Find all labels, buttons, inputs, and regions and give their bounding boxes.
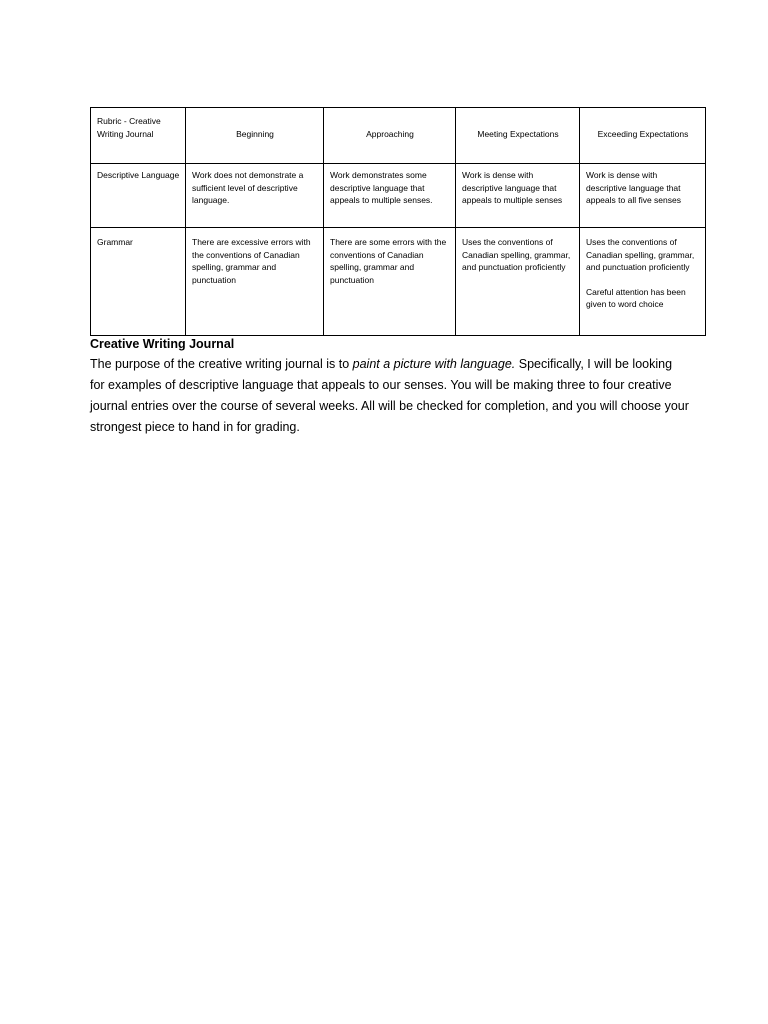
- rubric-cell-exceeding: [580, 228, 706, 336]
- rubric-cell-approaching: [324, 164, 456, 228]
- rubric-row-grammar: [91, 228, 706, 336]
- rubric-cell-approaching: [324, 228, 456, 336]
- level-header-approaching: Approaching: [324, 108, 456, 164]
- rubric-cell-meeting: [456, 228, 580, 336]
- rubric-header-row: [91, 108, 706, 164]
- cell-text: Work is dense with descriptive language that appeals to multiple senses: [462, 170, 563, 205]
- level-header-exceeding: Exceeding Expectations: [580, 108, 706, 164]
- rubric-cell-meeting: [456, 164, 580, 228]
- level-header-beginning: Beginning: [186, 108, 324, 164]
- level-header-meeting: Meeting Expectations: [456, 108, 580, 164]
- cell-text: Work does not demonstrate a sufficient level of descriptive language.: [192, 170, 304, 205]
- intro-emphasis: paint a picture with language.: [352, 357, 516, 371]
- cell-text: There are some errors with the conventions of Canadian spelling, grammar and punctuation: [330, 237, 447, 285]
- rubric-title-cell: Rubric - Creative Writing Journal: [91, 108, 186, 164]
- cell-text: There are excessive errors with the conventions of Canadian spelling, grammar and punctuation: [192, 237, 311, 285]
- rubric-cell-beginning: [186, 164, 324, 228]
- cell-text: Work is dense with descriptive language that appeals to all five senses: [586, 170, 681, 205]
- cell-text: Careful attention has been given to word choice: [586, 286, 686, 309]
- cell-text: Work demonstrates some descriptive language that appeals to multiple senses.: [330, 170, 433, 205]
- criterion-cell: Grammar: [91, 228, 186, 336]
- rubric-cell-exceeding: [580, 164, 706, 228]
- rubric-row-descriptive-language: [91, 164, 706, 228]
- section-heading: Creative Writing Journal: [90, 337, 235, 351]
- cell-text: Uses the conventions of Canadian spelling, grammar, and punctuation proficiently: [586, 237, 695, 272]
- intro-text-end: Specifically, I will be looking for examples of descriptive language that appeals to our senses. You will be making three to four creative journal entries over the course of several weeks. All will be checked for completion, and you will choose your strongest piece to hand in for grading.: [90, 357, 689, 434]
- rubric-cell-beginning: [186, 228, 324, 336]
- criterion-cell: Descriptive Language: [91, 164, 186, 228]
- cell-text: Uses the conventions of Canadian spelling, grammar, and punctuation proficiently: [462, 237, 571, 272]
- intro-paragraph: [90, 354, 690, 438]
- intro-text-start: The purpose of the creative writing journal is to: [90, 357, 353, 371]
- rubric-table: [90, 107, 706, 336]
